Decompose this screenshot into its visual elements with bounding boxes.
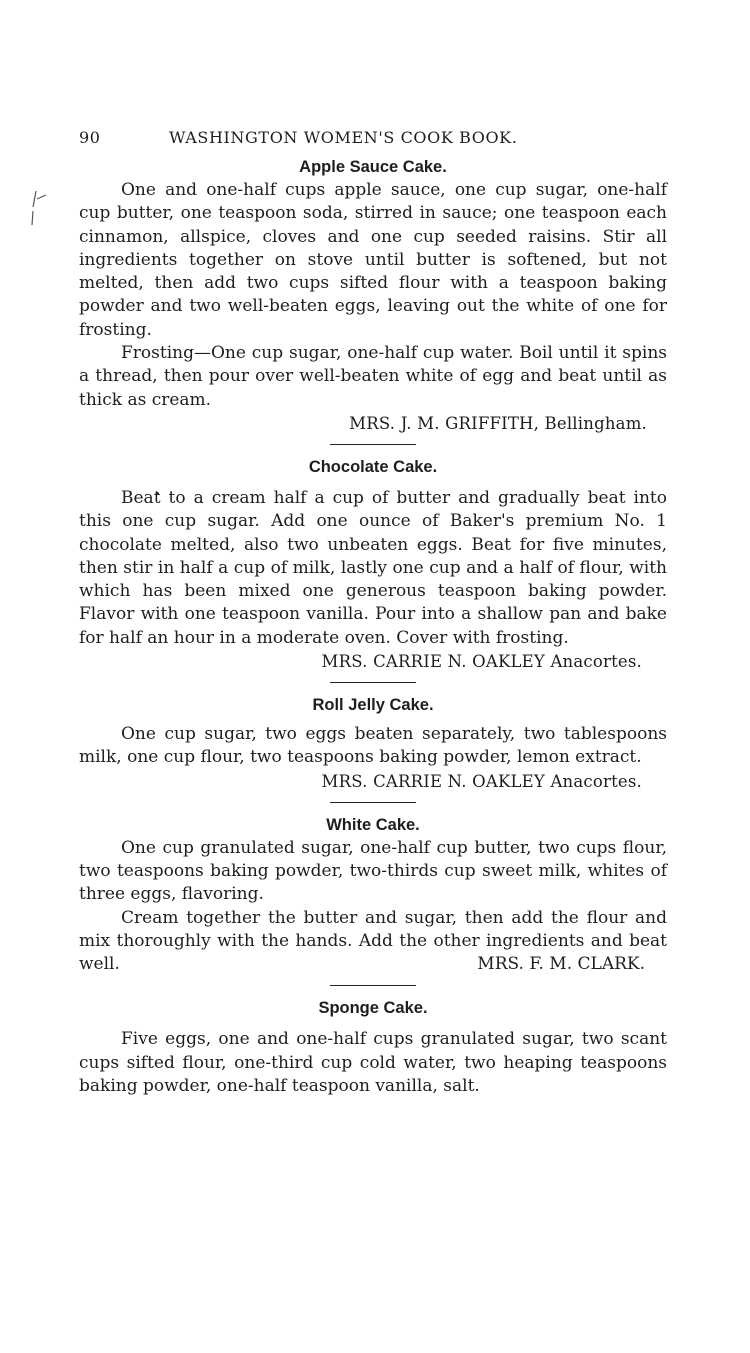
recipe-roll-jelly-cake (79, 694, 667, 793)
page-header (79, 128, 667, 156)
recipe-attribution: MRS. F. M. CLARK. (477, 954, 645, 975)
running-head: WASHINGTON WOMEN'S COOK BOOK. (169, 128, 518, 147)
recipe-title: Apple Sauce Cake. (299, 158, 447, 176)
recipe-title: Sponge Cake. (318, 999, 428, 1018)
recipe-title: Chocolate Cake. (308, 457, 438, 476)
recipe-paragraph: Beat to a cream half a cup of butter and gradually beat into this one cup sugar. Add one ounce of Baker's premium No. 1 chocolate melted, also two unbeaten eggs. Beat for five minutes, then stir in half a cup of milk, lastly one cup and a half of flour, with which has been mixed one generous teaspoon baking powder. Flavor with one teaspoon vanilla. Pour into a shallow pan and bake for half an hour in a moderate oven. Cover with frosting. (79, 487, 667, 648)
section-divider (330, 802, 416, 803)
recipe-paragraph: One and one-half cups apple sauce, one cup sugar, one-half cup butter, one teaspoon soda, stirred in sauce; one teaspoon each cinnamon, allspice, cloves and one cup seeded raisins. Stir all ingredients together on stove until butter is softened, but not melted, then add two cups sifted flour with a teaspoon baking powder and two well-beaten eggs, leaving out the white of one for frosting. (79, 180, 667, 340)
recipe-paragraph-text: Cream together the butter and sugar, then add the flour and mix thoroughly with the hands. Add the other ingredients and beat well. (79, 907, 667, 975)
recipe-paragraph (79, 907, 667, 977)
recipe-paragraph: Frosting—One cup sugar, one-half cup water. Boil until it spins a thread, then pour over well-beaten white of egg and beat until as thick as cream. (79, 343, 667, 410)
recipe-paragraph: One cup sugar, two eggs beaten separately, two tablespoons milk, one cup flour, two teaspoons baking powder, lemon extract. (79, 724, 667, 768)
margin-pencil-mark (24, 185, 64, 245)
recipe-sponge-cake (79, 997, 667, 1098)
recipe-chocolate-cake (79, 456, 667, 673)
section-divider (330, 444, 416, 445)
recipe-apple-sauce-cake (79, 156, 667, 435)
recipe-paragraph: One cup granulated sugar, one-half cup butter, two cups flour, two teaspoons baking powder, two-thirds cup sweet milk, whites of three eggs, flavoring. (79, 837, 667, 905)
recipe-white-cake (79, 814, 667, 977)
recipe-attribution: MRS. J. M. GRIFFITH, Bellingham. (349, 413, 647, 433)
recipe-attribution: MRS. CARRIE N. OAKLEY Anacortes. (321, 652, 642, 672)
book-page (79, 128, 667, 1098)
recipe-attribution: MRS. CARRIE N. OAKLEY Anacortes. (321, 771, 642, 791)
recipe-title: White Cake. (326, 815, 420, 834)
section-divider (330, 985, 416, 986)
recipe-title: Roll Jelly Cake. (312, 696, 434, 715)
page-number: 90 (79, 128, 101, 147)
section-divider (330, 682, 416, 683)
recipe-paragraph: Five eggs, one and one-half cups granulated sugar, two scant cups sifted flour, one-third cup cold water, two heaping teaspoons baking powder, one-half teaspoon vanilla, salt. (79, 1029, 667, 1097)
